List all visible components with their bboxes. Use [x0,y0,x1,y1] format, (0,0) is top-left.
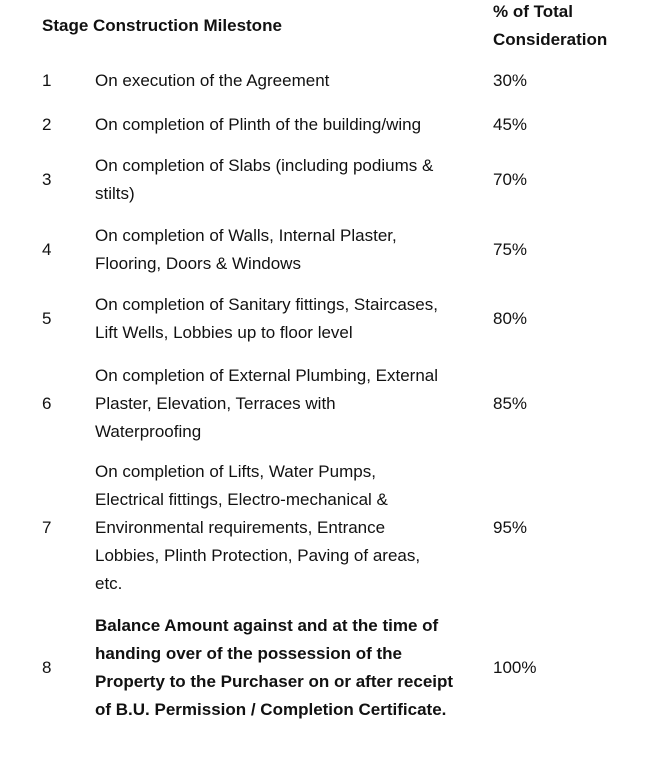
milestone-description [95,458,490,598]
milestone-line: Environmental requirements, Entrance [95,518,386,537]
percent-value: 100% [493,658,537,677]
stage-number: 8 [42,658,52,677]
milestone-description [95,291,490,347]
percent-value: 85% [493,394,528,413]
milestone-line: On completion of External Plumbing, External [95,366,439,385]
milestone-description [95,152,490,208]
percent-value: 30% [493,71,528,90]
milestone-line: Plaster, Elevation, Terraces with [95,394,336,413]
percent-value: 80% [493,309,528,328]
milestone-description [95,612,490,724]
milestone-line: On completion of Slabs (including podiums & [95,156,434,175]
milestone-line: Lift Wells, Lobbies up to floor level [95,323,353,342]
milestone-line: Property to the Purchaser on or after receipt [95,672,454,691]
milestone-line: On completion of Lifts, Water Pumps, [95,462,376,481]
stage-number: 2 [42,115,52,134]
milestone-line: stilts) [95,184,135,203]
milestone-description [95,222,490,278]
milestone-description [95,111,490,139]
milestone-line: On completion of Plinth of the building/wing [95,115,422,134]
stage-number: 4 [42,240,52,259]
milestone-description [95,362,490,446]
stage-number: 5 [42,309,52,328]
milestone-line: Electrical fittings, Electro-mechanical & [95,490,388,509]
percent-value: 45% [493,115,528,134]
stage-number: 6 [42,394,52,413]
milestone-line: On completion of Walls, Internal Plaster, [95,226,397,245]
milestone-line: Waterproofing [95,422,202,441]
stage-number: 1 [42,71,52,90]
stage-number: 7 [42,518,52,537]
percent-value: 75% [493,240,528,259]
stage-milestone-header: Stage Construction Milestone [42,16,282,35]
percent-value: 95% [493,518,528,537]
percent-consideration-header [493,0,658,54]
stage-number: 3 [42,170,52,189]
milestone-line: On completion of Sanitary fittings, Staircases, [95,295,438,314]
milestone-line: Lobbies, Plinth Protection, Paving of areas, [95,546,421,565]
milestone-line: Flooring, Doors & Windows [95,254,301,273]
milestone-line: handing over of the possession of the [95,644,402,663]
percent-header-line-1: % of Total [493,2,573,21]
milestone-line: Balance Amount against and at the time of [95,616,439,635]
percent-header-line-2: Consideration [493,30,608,49]
milestone-line: On execution of the Agreement [95,71,330,90]
milestone-description [95,67,490,95]
milestone-line: etc. [95,574,123,593]
milestone-line: of B.U. Permission / Completion Certificate. [95,700,447,719]
percent-value: 70% [493,170,528,189]
